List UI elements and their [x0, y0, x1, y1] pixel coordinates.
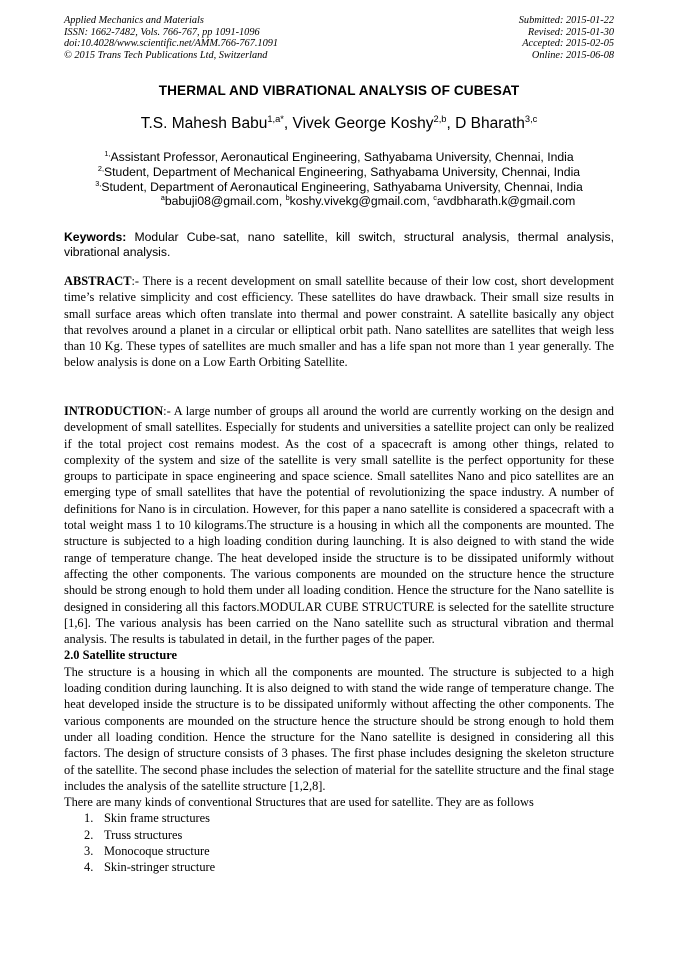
keywords-text: Modular Cube-sat, nano satellite, kill switch, structural analysis, thermal analysis, vibrational analysis. [64, 230, 614, 259]
author-name: D Bharath [455, 115, 525, 132]
keywords-label: Keywords: [64, 230, 127, 244]
list-item-text: Skin frame structures [104, 811, 210, 826]
affiliation [0, 180, 678, 194]
affiliation-text: Student, Department of Mechanical Engineering, Sathyabama University, Chennai, India [104, 165, 581, 179]
email-address: avdbharath.k@gmail.com [436, 194, 576, 208]
keywords [64, 230, 614, 259]
list-item-number: 1. [84, 811, 94, 826]
journal-info-line: doi:10.4028/www.scientific.net/AMM.766-767.1091 [64, 38, 279, 49]
author-separator: , [446, 115, 456, 132]
affiliation-superscript: 3, [95, 178, 102, 188]
affiliation-text: Assistant Professor, Aeronautical Engineering, Sathyabama University, Chennai, India [110, 150, 574, 164]
submission-dates [519, 15, 614, 61]
list-item-number: 3. [84, 844, 94, 859]
main-body [64, 403, 614, 876]
introduction-label: INTRODUCTION [64, 404, 164, 418]
list-item [64, 859, 614, 875]
author-name: T.S. Mahesh Babu [140, 115, 268, 132]
author-separator: , [283, 115, 293, 132]
email-address: babuji08@gmail.com [164, 194, 279, 208]
list-item-number: 2. [84, 827, 94, 842]
email-superscript: a [160, 192, 165, 202]
author-name: Vivek George Koshy [292, 115, 434, 132]
affiliation [0, 150, 678, 164]
journal-info [64, 15, 278, 61]
introduction-paragraph [64, 403, 614, 647]
journal-info-line: © 2015 Trans Tech Publications Ltd, Switzerland [64, 49, 268, 61]
author-emails [0, 194, 678, 208]
email-separator: , [278, 194, 286, 208]
submission-date-line: Online: 2015-06-08 [531, 49, 614, 61]
list-item [64, 843, 614, 859]
affiliation-superscript: 1, [104, 148, 111, 158]
list-item-number: 4. [84, 860, 94, 875]
structure-types-list [64, 810, 614, 875]
abstract-label: ABSTRACT [64, 274, 132, 288]
submission-date-line: Revised: 2015-01-30 [527, 26, 614, 38]
list-item-text: Monocoque structure [104, 844, 210, 859]
section-heading: 2.0 Satellite structure [64, 648, 177, 663]
introduction-text: :- A large number of groups all around the world are currently working on the design and development of small satellites. Especially for students and universities a satellite project can only be realized if the total project cost remains modest. As the cost of a spacecraft is among other things, related to complexity of the system and size of the satellite is very small satellite is the perfect opportunity for these groups to participate in space engineering and space science. Small satellites Nano and pico satellites are an emerging type of small satellites that have the potential of revolutionizing the space industry. A number of definitions for Nano is in circulation. However, for this paper a nano satellite is considered a spacecraft with a total weight mass 1 to 10 kilograms.The structure is a housing in which all the components are mounted. The structure is subjected to a high loading condition during launching. It is also deigned to with stand the wide range of temperature change. The heat developed inside the structure is to be dissipated uniformly without affecting the other components. The various components are mounded on the structure hence the structure should be strong enough to hold them under all loading condition. Hence the structure for the Nano satellite is designed in considering all this factors.MODULAR CUBE STRUCTURE is selected for the satellite structure [1,6]. The various analysis has been carried on the Nano satellite such as structural vibration and thermal analysis. The results is tabulated in detail, in the further pages of the paper. [64, 404, 614, 647]
abstract-text: :- There is a recent development on small satellite because of their low cost, short development time’s relative simplicity and cost efficiency. These satellites do have drawback. Their small size results in small surface areas which often translate into thermal and power constraint. A satellite basically any object that revolves around a planet in a circular or elliptical orbit path. Nano satellites are satellites that weigh less than 10 Kg. These types of satellites are much smaller and has a life span not more than 1 year generally. The below analysis is done on a Low Earth Orbiting Satellite. [64, 274, 614, 370]
affiliation-superscript: 2, [97, 163, 105, 173]
journal-info-line: ISSN: 1662-7482, Vols. 766-767, pp 1091-1096 [64, 26, 260, 38]
journal-info-line: Applied Mechanics and Materials [64, 15, 204, 26]
author-superscript: 2,b [433, 113, 447, 124]
list-item [64, 827, 614, 843]
affiliation-text: Student, Department of Aeronautical Engineering, Sathyabama University, Chennai, India [101, 180, 583, 194]
submission-date-line: Submitted: 2015-01-22 [518, 15, 614, 26]
author-superscript: 3,c [524, 113, 538, 124]
author-superscript: 1,a* [267, 113, 284, 124]
list-item-text: Truss structures [104, 827, 183, 842]
section-paragraph: The structure is a housing in which all the components are mounted. The structure is subjected to a high loading condition during launching. It is also deigned to with stand the wide range of temperature change. The heat developed inside the structure is to be dissipated uniformly without affecting the other components. The various components are mounded on the structure hence the structure should be strong enough to hold them under all loading condition. Hence the structure for the Nano satellite is designed in considering all this factors. The design of structure consists of 3 phases. The first phase includes designing the skeleton structure of the satellite. The second phase includes the selection of material for the satellite structure and the final stage includes the analysis of the satellite structure [1,2,8]. [64, 664, 614, 793]
email-superscript: b [285, 192, 290, 202]
email-address: koshy.vivekg@gmail.com [289, 194, 427, 208]
email-separator: , [426, 194, 434, 208]
email-superscript: c [433, 192, 437, 202]
paper-title: THERMAL AND VIBRATIONAL ANALYSIS OF CUBESAT [158, 83, 520, 98]
list-intro: There are many kinds of conventional Structures that are used for satellite. They are as follows [64, 795, 534, 810]
list-item [64, 810, 614, 826]
author-list [0, 115, 678, 133]
list-item-text: Skin-stringer structure [104, 860, 216, 875]
abstract [64, 273, 614, 371]
submission-date-line: Accepted: 2015-02-05 [522, 38, 614, 49]
affiliation [0, 165, 678, 179]
